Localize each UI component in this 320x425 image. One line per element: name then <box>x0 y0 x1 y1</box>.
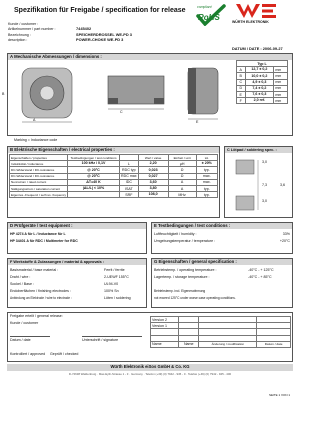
page-number: SEITE 1 VON 1 <box>268 393 290 397</box>
storage-temp-value: -40°C - + 85°C <box>248 275 272 279</box>
revision-table <box>150 316 291 348</box>
table-row: C 4,9 ± 0,3 mm <box>237 79 288 85</box>
bezeichnung-label: Bezeichnung : <box>8 33 31 37</box>
table-row: Sättigungsstrom / saturation current |ΔL/L| < 10% ISAT 3,80 A typ. <box>10 185 218 191</box>
equipment-line-1: HP 4274 A für L / Inductance für L <box>10 232 66 236</box>
humidity-label: Luftfeuchtigkeit / humidity : <box>154 232 197 236</box>
freigabe-label: Freigabe erteilt / general release: <box>10 314 63 318</box>
operating-temp-label: Betriebstemp. / operating temperature : <box>154 268 217 272</box>
temperature-label: Umgebungstemperatur / temperature : <box>154 239 216 243</box>
table-row: Version 1 <box>151 323 291 329</box>
table-row: E 7,6 ± 0,3 mm <box>237 91 288 97</box>
table-row: Eigenres.-Frequenz / self res. frequency SRF 108,0 MHz typ. <box>10 192 218 198</box>
temperature-value: +20°C <box>279 239 290 243</box>
electrical-table: Eigenschaften / properties Testbedingungen / test conditions Wert / value Einheit / unit tol. Induktivität / inductance 100 kHz / 0,1V L 2,20 µH ± 20% DC-Widerstand / DC-resistance @ 20°C RDC typ 0,023 Ω typ. DC-Widerstand / DC-resistance @ 20°C RDC max 0,027 Ω max. Nennstrom / rated current ΔT=40 K IDC 3,60 A max. Sättigungsstrom / saturation current |ΔL/L| < 10% ISAT 3,80 A typ. Eigenres.-Frequenz / self res. frequency SRF 108,0 MHz typ. <box>9 154 218 198</box>
material-value: Ferrit / ferrite <box>104 268 125 272</box>
signature-label: Unterschrift / signature <box>82 338 119 342</box>
operating-temp-value: -40°C - + 125°C <box>248 268 274 272</box>
we-logo-icon <box>232 3 290 19</box>
table-row: Nennstrom / rated current ΔT=40 K IDC 3,60 A max. <box>10 179 218 185</box>
solder-pad-drawing <box>232 158 262 214</box>
self-heating-note-1: Betriebstemp. incl. Eigenerwärmung <box>154 289 206 293</box>
approved-label: Kontrolliert / approved <box>10 352 46 356</box>
dim-label-c: C <box>120 110 123 114</box>
dimensions-table <box>236 60 288 104</box>
table-row: B 10,0 ± 0,2 mm <box>237 73 288 79</box>
section-g-title: G Eigenschaften / general specification : <box>152 259 292 265</box>
self-heating-note-2: not exceed 125°C under worse case operating conditions. <box>154 296 236 300</box>
electrode-value: Löten / soldering <box>104 296 131 300</box>
section-d-title: D Prüfgeräte / test equipment : <box>8 223 146 229</box>
description-value: POWER-CHOKE WE-PD 3 <box>76 37 124 42</box>
date-label: Datum / date <box>10 338 31 342</box>
company-name: Würth Elektronik eiSos GmbH & Co. KG <box>110 364 190 369</box>
wire-value: 2-UEWF 155°C <box>104 275 129 279</box>
finishing-value: 100% Sn <box>104 289 119 293</box>
bezeichnung-value: SPEICHERDROSSEL WE-PD 3 <box>76 32 132 37</box>
storage-temp-label: Lagertemp. / storage temperature : <box>154 275 210 279</box>
rohs-badge <box>196 4 226 26</box>
table-row: Name Name Änderung / modification Datum / date <box>151 341 291 347</box>
table-row: D 7,4 ± 0,2 mm <box>237 85 288 91</box>
section-b-title: B Elektrische Eigenschaften / electrical properties : <box>8 147 219 153</box>
section-c-title: C Lötpad / soldering spec. : <box>225 147 292 153</box>
material-label: Basismaterial / base material : <box>10 268 59 272</box>
section-a-title: A Mechanische Abmessungen / dimensions : <box>8 54 292 60</box>
dim-label-b: B <box>2 92 5 96</box>
compliant-label: compliant <box>197 5 212 9</box>
datum-label: DATUM / DATE : 2006-09-27 <box>232 46 283 51</box>
table-row: Version 2 <box>151 317 291 323</box>
description-label: description : <box>8 38 28 42</box>
humidity-value: 33% <box>282 232 290 236</box>
table-row: A 12,7 ± 0,2 mm <box>237 67 288 73</box>
pad-dim-bottom: 3,0 <box>262 199 267 203</box>
wire-label: Draht / wire : <box>10 275 31 279</box>
table-row: DC-Widerstand / DC-resistance @ 20°C RDC typ 0,023 Ω typ. <box>10 167 218 173</box>
marking-note: Marking = Inductance code <box>14 138 58 142</box>
electrode-label: Anbindung an Elektrode / wire to electrode : <box>10 296 72 300</box>
table-row: DC-Widerstand / DC-resistance @ 20°C RDC max 0,027 Ω max. <box>10 173 218 179</box>
dim-label-e: E <box>196 120 199 124</box>
kunde-label: Kunde / customer : <box>8 22 39 26</box>
base-value: UL94-V0 <box>104 282 119 286</box>
company-address: D-74638 Waldenburg · Max-Eyth-Strasse 1 - 3 · Germany · Telefon (+49) (0) 7942 - 945 - 0 · Telefax (+49) (0) 7942 - 945 - 400 <box>68 372 232 376</box>
pad-dim-width: 3,6 <box>280 183 285 187</box>
signature-line <box>82 336 142 337</box>
typ-header: Typ L <box>237 61 288 67</box>
artikel-value: 7445402 <box>76 26 92 31</box>
base-label: Sockel / Base : <box>10 282 34 286</box>
table-row: Induktivität / inductance 100 kHz / 0,1V L 2,20 µH ± 20% <box>10 161 218 167</box>
checked-label: Geprüft / checked <box>50 352 79 356</box>
section-e-title: E Testbedingungen / test conditions : <box>152 223 292 229</box>
pad-dim-top: 3,0 <box>262 160 267 164</box>
table-row: F 2,0 ref. mm <box>237 98 288 104</box>
dim-label-a: A <box>33 118 36 122</box>
section-e-frame <box>151 222 293 254</box>
date-line <box>10 336 50 337</box>
artikel-label: Artikelnummer / part number : <box>8 27 56 31</box>
finishing-label: Endoberflächen / finishing electrodes : <box>10 289 71 293</box>
rohs-label: RoHS <box>198 13 220 22</box>
section-f-title: F Werkstoffe & Zulassungen / material & approvals : <box>8 259 146 265</box>
customer-label: Kunde / customer <box>10 321 39 325</box>
inductor-drawing <box>12 62 227 128</box>
brand-name: WÜRTH ELEKTRONIK <box>232 20 269 24</box>
equipment-line-2: HP 34401 A für RDC / Multimeter for RDC <box>10 239 78 243</box>
pad-dim-mid: 7,3 <box>262 183 267 187</box>
wuerth-logo <box>232 3 290 25</box>
section-d-frame <box>7 222 147 254</box>
section-g-frame <box>151 258 293 308</box>
page-title: Spezifikation für Freigabe / specification for release <box>14 7 186 14</box>
